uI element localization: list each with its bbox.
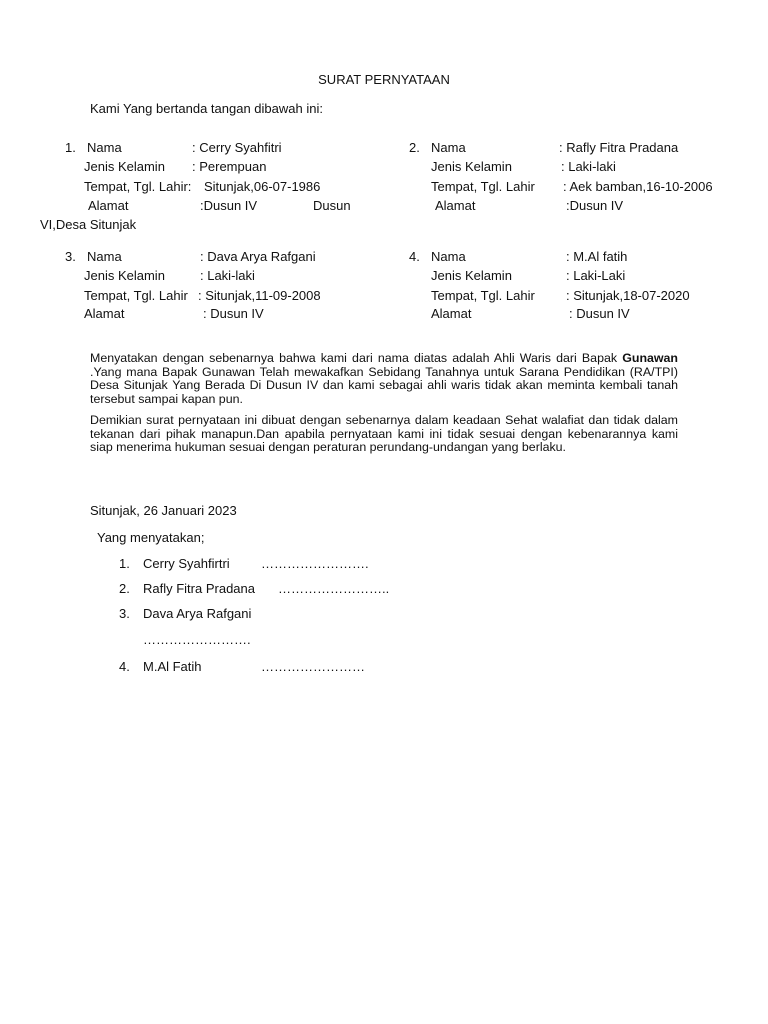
person-1-gender-label: Jenis Kelamin: [84, 159, 165, 174]
person-1-address-label: Alamat: [88, 198, 129, 213]
person-3-address-label: Alamat: [84, 306, 125, 321]
intro-text: Kami Yang bertanda tangan dibawah ini:: [90, 101, 323, 116]
person-4-name-label: Nama: [431, 249, 466, 264]
person-4-birth-value: : Situnjak,18-07-2020: [566, 288, 690, 303]
signatory-2-signature-line: ……………………..: [278, 581, 390, 596]
person-4-name-value: : M.Al fatih: [566, 249, 628, 264]
person-1-name-label: Nama: [87, 140, 122, 155]
person-1-name-value: : Cerry Syahfitri: [192, 140, 282, 155]
person-2-number: 2.: [409, 140, 420, 155]
person-1-address-extra: Dusun: [313, 198, 351, 213]
declarer-label: Yang menyatakan;: [97, 530, 205, 545]
document-title: SURAT PERNYATAAN: [318, 72, 450, 87]
person-2-gender-label: Jenis Kelamin: [431, 159, 512, 174]
person-3-name-label: Nama: [87, 249, 122, 264]
person-4-birth-label: Tempat, Tgl. Lahir: [431, 288, 535, 303]
person-2-birth-label: Tempat, Tgl. Lahir: [431, 179, 535, 194]
person-2-address-label: Alamat: [435, 198, 476, 213]
person-1-address-wrap: VI,Desa Situnjak: [40, 217, 137, 232]
person-4-address-label: Alamat: [431, 306, 472, 321]
person-2-address-value: :Dusun IV: [566, 198, 624, 213]
signatory-1-name: Cerry Syahfirtri: [143, 556, 230, 571]
person-3-birth-value: : Situnjak,11-09-2008: [198, 288, 321, 303]
person-3-gender-value: : Laki-laki: [200, 268, 255, 283]
statement-part-1: Menyatakan dengan sebenarnya bahwa kami dari nama diatas adalah Ahli Waris dari Bapak: [90, 351, 618, 365]
person-3-address-value: : Dusun IV: [203, 306, 264, 321]
signatory-4-name: M.Al Fatih: [143, 659, 202, 674]
person-4-gender-value: : Laki-Laki: [566, 268, 626, 283]
statement-part-2: .Yang mana Bapak Gunawan Telah mewakafkan Sebidang Tanahnya untuk Sarana Pendidikan (RA/TPI) Desa Situnjak Yang Berada Di Dusun IV dan kami sebagai ahli waris tidak akan meminta kembali tanah tersebut sampai kapan pun.: [90, 364, 678, 406]
signatory-1-number: 1.: [119, 556, 130, 571]
person-2-name-value: : Rafly Fitra Pradana: [559, 140, 679, 155]
person-2-gender-value: : Laki-laki: [561, 159, 616, 174]
person-3-birth-label: Tempat, Tgl. Lahir: [84, 288, 188, 303]
signatory-4-signature-line: ……………………: [261, 659, 365, 674]
person-2-birth-value: : Aek bamban,16-10-2006: [563, 179, 713, 194]
person-4-address-value: : Dusun IV: [569, 306, 630, 321]
person-1-gender-value: : Perempuan: [192, 159, 267, 174]
person-4-gender-label: Jenis Kelamin: [431, 268, 512, 283]
person-1-address-value: :Dusun IV: [200, 198, 258, 213]
signatory-3-name: Dava Arya Rafgani: [143, 606, 252, 621]
place-date: Situnjak, 26 Januari 2023: [90, 503, 237, 518]
signatory-2-name: Rafly Fitra Pradana: [143, 581, 255, 596]
person-3-number: 3.: [65, 249, 76, 264]
signatory-1-signature-line: …………………….: [261, 556, 369, 571]
person-3-name-value: : Dava Arya Rafgani: [200, 249, 316, 264]
person-1-number: 1.: [65, 140, 76, 155]
statement-bold-name: Gunawan: [622, 351, 678, 365]
signatory-4-number: 4.: [119, 659, 130, 674]
person-1-birth-label: Tempat, Tgl. Lahir:: [84, 179, 192, 194]
signatory-2-number: 2.: [119, 581, 130, 596]
signatory-3-signature-line: …………………….: [143, 632, 251, 647]
person-4-number: 4.: [409, 249, 420, 264]
person-3-gender-label: Jenis Kelamin: [84, 268, 165, 283]
statement-paragraph: [90, 352, 678, 406]
signatory-3-number: 3.: [119, 606, 130, 621]
closing-paragraph: Demikian surat pernyataan ini dibuat dengan sebenarnya dalam keadaan Sehat walafiat dan tidak dalam tekanan dari pihak manapun.Dan apabila pernyataan kami ini tidak sesuai dengan kebenarannya kami siap menerima hukuman sesuai dengan peraturan perundang-undangan yang berlaku.: [90, 413, 678, 454]
person-2-name-label: Nama: [431, 140, 466, 155]
person-1-birth-value: Situnjak,06-07-1986: [204, 179, 321, 194]
